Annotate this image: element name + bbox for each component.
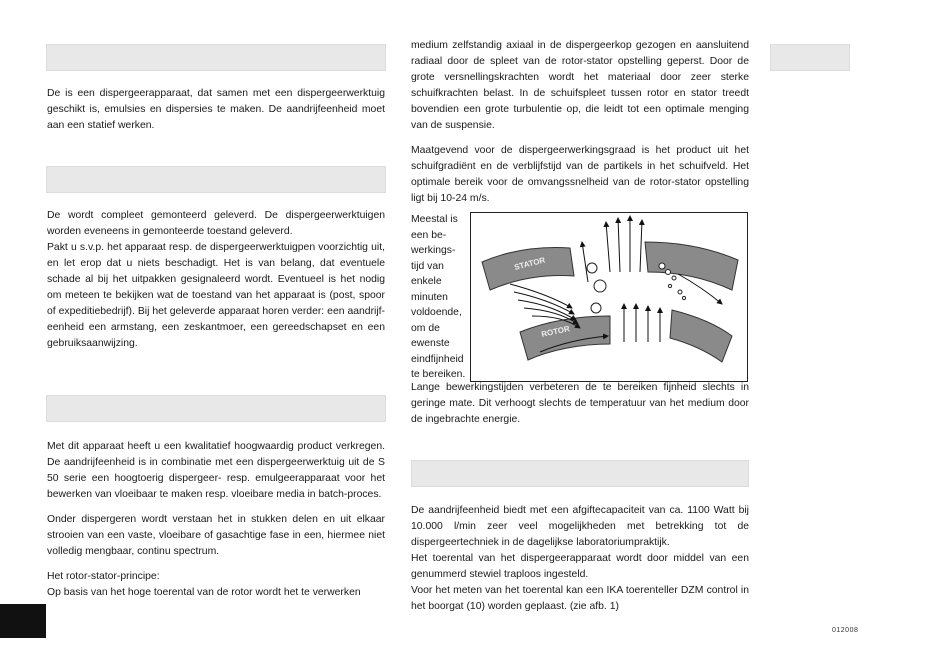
rotor-stator-diagram [470,212,748,382]
right-p5: Het toerental van het dispergeerapparaat wordt door middel van een genummerd stewiel traploos ingesteld. [411,553,749,580]
right-p4: De aandrijfeenheid biedt met een afgiftecapaciteit van ca. 1100 Watt bij 10.000 l/min zeer veel mogelijkheden met betrekking tot de dispergeertechniek in de dagelijkse laboratoriumpraktijk. [411,505,749,548]
side-line: tijd van [411,260,444,272]
section2-p1: De wordt compleet gemonteerd geleverd. De dispergeerwerktuigen worden eveneens in gemonteerde toestand geleverd. [47,210,385,237]
section3-p3 [47,569,385,601]
side-line: eindfijnheid [411,353,464,365]
side-line: werkings- [411,245,456,256]
right-p1: medium zelfstandig axiaal in de dispergeerkop gezogen en aansluitend radiaal door de spleet van de rotor-stator opstelling geperst. Door de grote versnellingskrachten wordt het materiaal door zeer sterke schuifkrachten belast. In de schuifspleet tussen rotor en stator treedt bovendien een grote turbulentie op, die leidt tot een optimale menging van de suspensie. [411,40,749,131]
section-header-bar-3 [46,395,386,422]
right-p3: Lange bewerkingstijden verbeteren de te bereiken fijnheid slechts in geringe mate. Dit verhoogt slechts de temperatuur van het medium door de ingebrachte energie. [411,382,749,425]
side-line: om de [411,322,440,334]
section-header-bar-4 [411,460,749,487]
right-bottom-text [411,503,749,615]
page-tab-marker [0,604,46,638]
side-line: een be- [411,229,447,241]
section3-text [47,439,385,601]
side-line: minuten [411,291,448,303]
side-line: te bereiken. [411,369,466,380]
right-mid-text [411,380,749,437]
side-line: enkele [411,276,442,287]
side-note [411,212,469,383]
section2-p2: Pakt u s.v.p. het apparaat resp. de dispergeerwerktuigpen voorzichtig uit, en let erop dat u niets beschadigt. Het is van belang, dat eventuele schade al bij het uitpakken gesignaleerd wordt. Eventueel is het nodig om meteen te bekijken wat de toestand van het apparaat is (post, spoor of expeditiebedrijf). Bij het geleverde apparaat horen verder: een aandrijf-eenheid een armstang, een zeskantmoer, een gereedschapset en een gebruiksaanwijzing. [47,242,385,349]
page-code: 012008 [832,627,859,634]
section2-text [47,208,385,352]
right-p2: Maatgevend voor de dispergeerwerkingsgraad is het product uit het schuifgradiënt en de verblijfstijd van de partikels in het schuifveld. Het optimale bereik voor de omvangssnelheid van de rotor-stator opstelling ligt bij 10-24 m/s. [411,145,749,204]
stator-label: STATOR [513,255,547,272]
side-line: voldoende, [411,307,462,318]
section3-p3-body: Op basis van het hoge toerental van de rotor wordt het te verwerken [47,587,361,598]
section1-text [47,86,385,143]
rotor-label: ROTOR [540,324,571,339]
rotor-stator-heading: Het rotor-stator-principe: [47,571,160,582]
side-line: Meestal is [411,214,458,225]
section3-p2: Onder dispergeren wordt verstaan het in stukken delen en uit elkaar strooien van een vaste, vloeibare of gasachtige fase in een, hiermee niet volledig mengbaar, continu spectrum. [47,514,385,557]
section-header-bar-1 [46,44,386,71]
side-line: ewenste [411,338,450,349]
section1-body: De is een dispergeerapparaat, dat samen met een dispergeerwerktuig geschikt is, emulsies en dispersies te maken. De aandrijfeenheid moet aan een statief werken. [47,88,385,131]
right-top-text [411,38,749,216]
section-header-bar-2 [46,166,386,193]
right-p6: Voor het meten van het toerental kan een IKA toerenteller DZM control in het boorgat (10) worden geplaast. (zie afb. 1) [411,585,749,612]
section3-p1: Met dit apparaat heeft u een kwalitatief hoogwaardig product verkregen. De aandrijfeenheid is in combinatie met een dispergeerwerktuig uit de S 50 serie een hoogtoerig dispergeer- resp. emulgeerapparaat voor het bewerken van vloeibaar te maken resp. vloeibare media in batch-proces. [47,441,385,500]
margin-tab [770,44,850,71]
